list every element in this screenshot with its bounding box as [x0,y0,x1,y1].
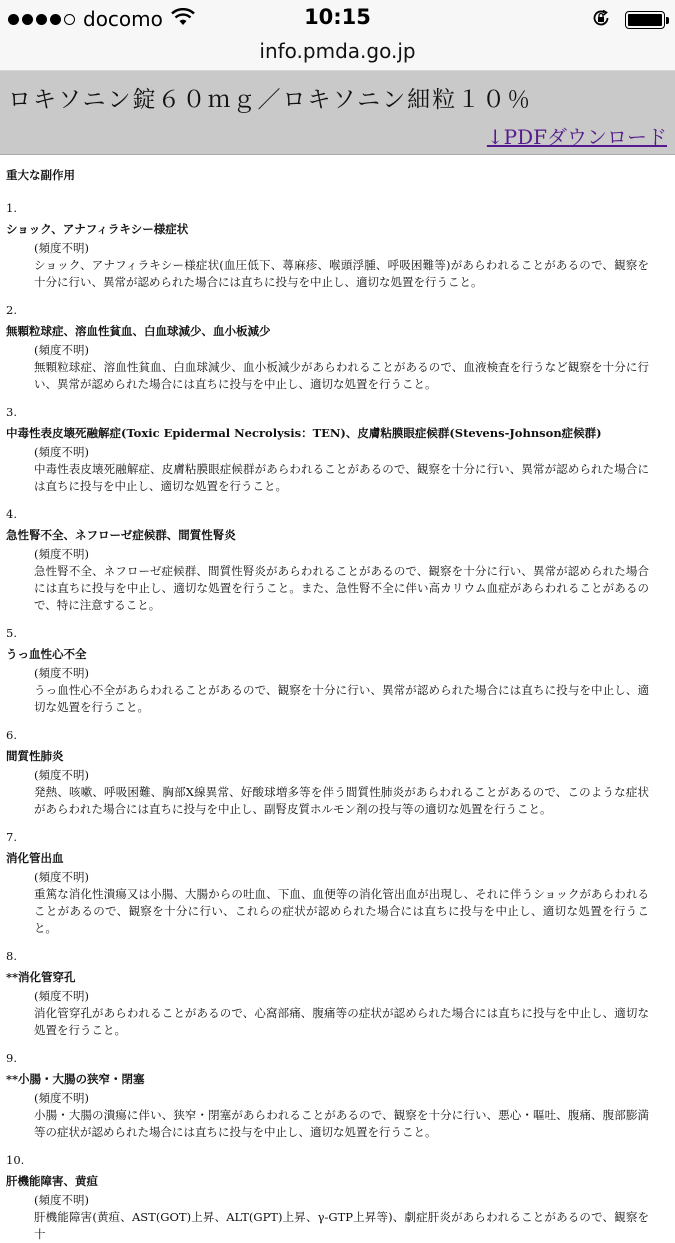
battery-icon [625,11,665,29]
entry-number: 5. [6,626,17,640]
status-right [591,8,665,32]
entry-body: 発熱、咳嗽、呼吸困難、胸部X線異常、好酸球増多等を伴う間質性肺炎があらわれることがあるので、このような症状があらわれた場合には直ちに投与を中止し、副腎皮質ホルモン剤の投与等の適切な処置を行うこと。 [34,785,649,816]
page-header [0,71,675,155]
page-title: ロキソニン錠６０ｍｇ／ロキソニン細粒１０％ [8,87,533,113]
list-item [6,1152,669,1243]
status-time: 10:15 [304,5,371,29]
list-item [6,948,669,1039]
pdf-download-link[interactable]: ↓PDFダウンロード [486,125,667,149]
entry-body: 肝機能障害(黄疸、AST(GOT)上昇、ALT(GPT)上昇、γ-GTP上昇等)、劇症肝炎があらわれることがあるので、観察を十 [34,1210,649,1241]
entry-body: 重篤な消化性潰瘍又は小腸、大腸からの吐血、下血、血便等の消化管出血が出現し、それに伴うショックがあらわれることがあるので、観察を十分に行い、これらの症状が認められた場合には直ちに投与を中止し、適切な処置を行うこと。 [34,887,649,935]
entry-body: 中毒性表皮壊死融解症、皮膚粘膜眼症候群があらわれることがあるので、観察を十分に行い、異常が認められた場合には直ちに投与を中止し、適切な処置を行うこと。 [34,462,649,493]
entry-body: 小腸・大腸の潰瘍に伴い、狭窄・閉塞があらわれることがあるので、観察を十分に行い、悪心・嘔吐、腹痛、腹部膨満等の症状が認められた場合には直ちに投与を中止し、適切な処置を行うこと。 [34,1108,649,1139]
list-item [6,302,669,393]
entry-frequency: (頻度不明) [34,666,89,680]
adverse-reaction-list [6,200,669,1243]
entry-number: 9. [6,1051,17,1065]
list-item [6,404,669,495]
entry-title: **小腸・大腸の狭窄・閉塞 [6,1072,145,1086]
entry-title: ショック、アナフィラキシー様症状 [6,222,189,236]
entry-frequency: (頻度不明) [34,241,89,255]
list-item [6,200,669,291]
entry-frequency: (頻度不明) [34,870,89,884]
entry-body: 急性腎不全、ネフローゼ症候群、間質性腎炎があらわれることがあるので、観察を十分に行い、異常が認められた場合には直ちに投与を中止し、適切な処置を行うこと。また、急性腎不全に伴い高カリウム血症があらわれることがあるので、特に注意すること。 [34,564,649,612]
entry-number: 6. [6,728,17,742]
entry-body: うっ血性心不全があらわれることがあるので、観察を十分に行い、異常が認められた場合には直ちに投与を中止し、適切な処置を行うこと。 [34,683,649,714]
entry-frequency: (頻度不明) [34,989,89,1003]
url-text: info.pmda.go.jp [259,39,416,63]
entry-title: 中毒性表皮壊死融解症(Toxic Epidermal Necrolysis：TEN)、皮膚粘膜眼症候群(Stevens-Johnson症候群) [6,426,602,440]
entry-title: うっ血性心不全 [6,647,87,661]
entry-frequency: (頻度不明) [34,1193,89,1207]
main-content [0,155,675,1243]
entry-frequency: (頻度不明) [34,768,89,782]
entry-body: ショック、アナフィラキシー様症状(血圧低下、蕁麻疹、喉頭浮腫、呼吸困難等)があらわれることがあるので、観察を十分に行い、異常が認められた場合には直ちに投与を中止し、適切な処置を行うこと。 [34,258,649,289]
entry-number: 2. [6,303,17,317]
section-heading: 重大な副作用 [6,168,75,182]
entry-title: 急性腎不全、ネフローゼ症候群、間質性腎炎 [6,528,236,542]
entry-frequency: (頻度不明) [34,547,89,561]
carrier-name: docomo [83,7,163,31]
list-item [6,506,669,614]
entry-title: 間質性肺炎 [6,749,64,763]
entry-number: 10. [6,1153,25,1167]
list-item [6,829,669,937]
entry-frequency: (頻度不明) [34,343,89,357]
entry-title: **消化管穿孔 [6,970,76,984]
list-item [6,727,669,818]
entry-title: 消化管出血 [6,851,64,865]
entry-body: 無顆粒球症、溶血性貧血、白血球減少、血小板減少があらわれることがあるので、血液検査を行うなど観察を十分に行い、異常が認められた場合には直ちに投与を中止し、適切な処置を行うこと。 [34,360,649,391]
entry-number: 4. [6,507,17,521]
entry-number: 1. [6,201,17,215]
list-item [6,1050,669,1141]
status-bar [0,0,675,38]
entry-title: 肝機能障害、黄疸 [6,1174,98,1188]
entry-number: 3. [6,405,17,419]
entry-frequency: (頻度不明) [34,1091,89,1105]
orientation-lock-icon [591,8,611,32]
entry-body: 消化管穿孔があらわれることがあるので、心窩部痛、腹痛等の症状が認められた場合には直ちに投与を中止し、適切な処置を行うこと。 [34,1006,649,1037]
entry-number: 7. [6,830,17,844]
entry-frequency: (頻度不明) [34,445,89,459]
address-bar[interactable] [0,38,675,71]
entry-number: 8. [6,949,17,963]
entry-title: 無顆粒球症、溶血性貧血、白血球減少、血小板減少 [6,324,271,338]
list-item [6,625,669,716]
